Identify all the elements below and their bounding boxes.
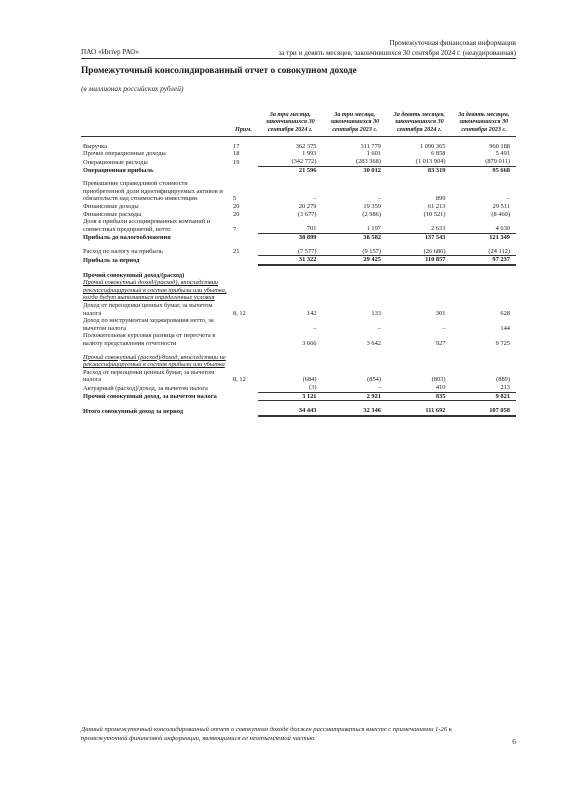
table-row-subtotal: Прибыль до налогообложения 38 899 38 582 137 543 121 349 [83, 233, 510, 241]
column-header-q3-2024: За три месяца, закончившихся 30 сентября 2024 г. [258, 112, 323, 136]
footer-note: Данный промежуточный консолидированный отчет о совокупном доходе должен рассматриваться вместе с примечаниями 1-26 к промежуточной финансовой информации, являющимися ее неотъемлемой частью. [81, 726, 452, 742]
table-row-subtotal: Прочий совокупный доход, за вычетом налога 3 121 2 921 835 9 821 [81, 392, 516, 401]
column-header-9m-2024: За девять месяцев, закончившихся 30 сентября 2024 г. [387, 112, 452, 136]
table-row-total: Прибыль за период 31 322 29 425 110 857 97 237 [81, 256, 516, 265]
page-title: Промежуточный консолидированный отчет о совокупном доходе [81, 66, 357, 76]
header-divider [81, 58, 516, 59]
column-header-label [81, 112, 231, 136]
table-row: Операционные расходы 19 (342 772) (283 368) (1 013 904) (879 011) [81, 158, 516, 166]
table-row: Расход по налогу на прибыль 21 (7 577) (9 157) (26 686) (24 112) [81, 248, 516, 256]
table-row: Доход по инструментам хеджирования нетто, за вычетом налога – – – 144 [83, 317, 510, 332]
table-row: Доход от переоценки ценных бумаг, за вычетом налога 8, 12 142 133 301 628 [83, 302, 510, 317]
table-row: Выручка 17 362 375 311 779 1 090 365 960 188 [83, 142, 510, 150]
column-header-q3-2023: За три месяца, закончившихся 30 сентября 2023 г. [323, 112, 388, 136]
table-row: Положительная курсовая разница от пересчета в валюту представления отчетности 3 666 3 642 927 9 725 [83, 332, 510, 348]
income-statement-table [81, 112, 516, 417]
subsection-heading: Прочий совокупный (расход)/доход, впоследствии не реклассифицируемый в состав прибыли или убытка [83, 353, 226, 369]
column-header-note: Прим. [231, 112, 258, 136]
table-row: Актуарный (расход)/доход, за вычетом налога (3) – 410 213 [81, 384, 516, 392]
table-row: Расход от переоценки ценных бумаг, за вычетом налога 8, 12 (684) (854) (803) (889) [83, 368, 510, 384]
subsection-heading: Прочий совокупный доход/(расход), впоследствии реклассифицируемый в состав прибыли или убытка, когда будут выполняться определенные условия [83, 279, 227, 302]
header-right-line1: Промежуточная финансовая информация [389, 39, 516, 47]
header-company: ПАО «Интер РАО» [81, 48, 140, 56]
header-report-period [278, 38, 516, 58]
table-row-total: Итого совокупный доход за период 34 443 32 346 111 692 107 058 [81, 407, 516, 416]
table-row: Прочие операционные доходы 18 1 993 1 601 6 858 5 491 [83, 150, 510, 158]
page-number: 6 [512, 737, 516, 746]
table-row: Превышение справедливой стоимости приобретенной доли идентифицируемых активов и обязательств над стоимостью инвестиции 5 – – 899 – [83, 180, 510, 203]
page-subtitle: (в миллионах российских рублей) [81, 84, 184, 93]
section-heading: Прочий совокупный доход/(расход) [83, 271, 185, 279]
table-header-row [81, 112, 516, 136]
table-row: Финансовые доходы 20 20 279 19 359 61 213 29 511 [83, 203, 510, 211]
column-header-9m-2023: За девять месяцев, закончившихся 30 сентября 2023 г. [452, 112, 517, 136]
table-row-subtotal: Операционная прибыль 21 596 30 012 83 319 95 668 [83, 166, 510, 174]
header-right-line2: за три и девять месяцев, закончившихся 30 сентября 2024 г. (неаудированная) [278, 49, 516, 57]
table-row: Финансовые расходы 20 (3 677) (2 986) (10 521) (8 460) [83, 210, 510, 218]
table-row: Доля в прибыли ассоциированных компаний и совместных предприятий, нетто 7 701 1 197 2 633 4 630 [81, 218, 516, 233]
